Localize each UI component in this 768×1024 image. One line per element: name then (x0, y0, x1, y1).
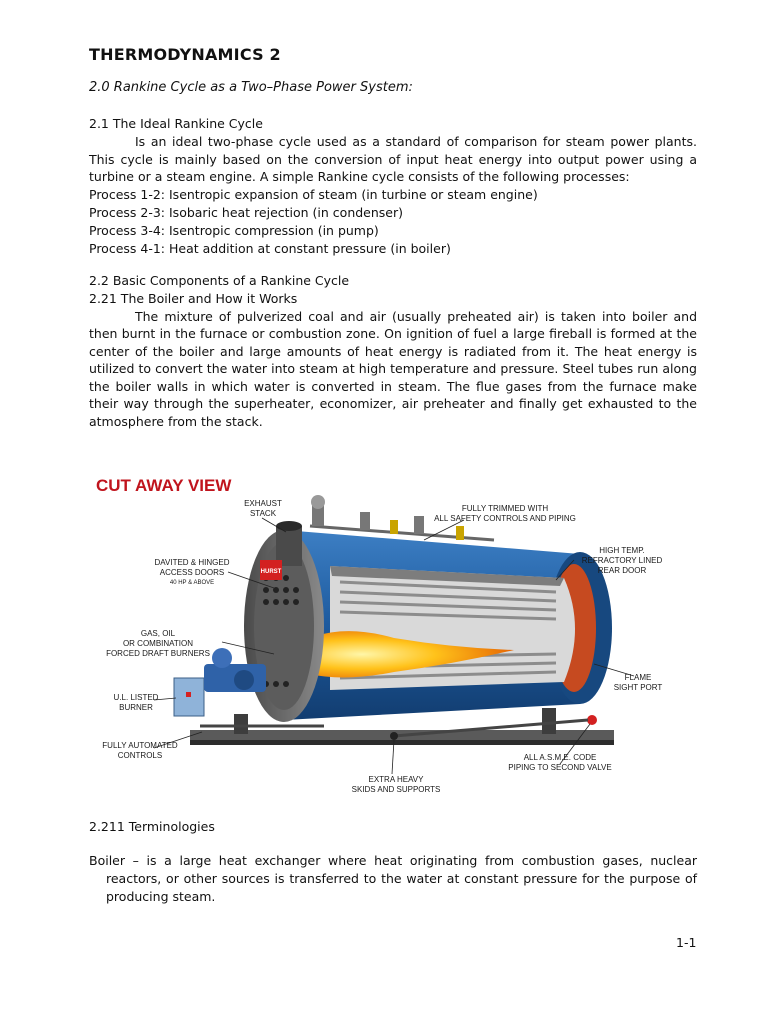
label-high-temp-2: REFRACTORY LINED (581, 556, 663, 565)
label-ul-burner-1: U.L. LISTED (113, 693, 159, 702)
label-asme-2: PIPING TO SECOND VALVE (508, 763, 612, 772)
boiler-cutaway-figure (94, 468, 670, 800)
label-davited-doors-1: DAVITED & HINGED (154, 558, 230, 567)
label-flame-port-1: FLAME (624, 673, 652, 682)
label-skids-1: EXTRA HEAVY (368, 775, 424, 784)
label-skids-2: SKIDS AND SUPPORTS (351, 785, 441, 794)
label-fully-trimmed-2: ALL SAFETY CONTROLS AND PIPING (434, 514, 576, 523)
label-exhaust-stack-1: EXHAUST (244, 499, 282, 508)
boiler-shell (284, 530, 612, 720)
label-burners-1: GAS, OIL (140, 629, 176, 638)
process-item: Process 3-4: Isentropic compression (in pump) (89, 222, 379, 238)
label-ul-burner-2: BURNER (119, 703, 153, 712)
terminologies-heading: 2.211 Terminologies (89, 819, 215, 834)
label-controls-1: FULLY AUTOMATED (102, 741, 178, 750)
label-davited-doors-2: ACCESS DOORS (159, 568, 225, 577)
label-controls-2: CONTROLS (117, 751, 163, 760)
label-flame-port-2: SIGHT PORT (613, 683, 663, 692)
section-heading: 2.0 Rankine Cycle as a Two–Phase Power System: (89, 80, 413, 95)
label-davited-doors-3: 40 HP & ABOVE (169, 580, 215, 586)
boiler-definition: Boiler – is a large heat exchanger where heat originating from combustion gases, nuclear reactors, or other sources is transferred to the water at constant pressure for the purpose of producing steam. (89, 853, 697, 904)
ideal-rankine-paragraph: Is an ideal two-phase cycle used as a standard of comparison for steam power plants. This cycle is mainly based on the conversion of input heat energy into output power using a turbine or a steam engine. A simple Rankine cycle consists of the following processes: (89, 134, 697, 184)
label-burners-2: OR COMBINATION (122, 639, 194, 648)
boiler-subheading: 2.21 The Boiler and How it Works (89, 290, 298, 306)
exhaust-stack (276, 521, 302, 566)
document-title: THERMODYNAMICS 2 (89, 45, 281, 64)
process-item: Process 2-3: Isobaric heat rejection (in condenser) (89, 204, 404, 220)
label-fully-trimmed-1: FULLY TRIMMED WITH (461, 504, 549, 513)
figure-title: CUT AWAY VIEW (96, 476, 232, 495)
process-item: Process 4-1: Heat addition at constant pressure (in boiler) (89, 240, 451, 256)
components-heading: 2.2 Basic Components of a Rankine Cycle (89, 272, 350, 288)
label-high-temp-1: HIGH TEMP. (599, 546, 645, 555)
boiler-paragraph: The mixture of pulverized coal and air (usually preheated air) is taken into boiler and then burnt in the furnace or combustion zone. On ignition of fuel a large fireball is formed at the center of the boiler and large amounts of heat energy is radiated from it. The heat energy is utilized to convert the water into steam at high temperature and pressure. Steel tubes run along the boiler walls in which water is converted in steam. The flue gases from the furnace make their way through the superheater, economizer, air preheater and finally get exhausted to the atmosphere from the stack. (89, 308, 697, 429)
ideal-rankine-heading: 2.1 The Ideal Rankine Cycle (89, 116, 263, 131)
label-asme-1: ALL A.S.M.E. CODE (523, 753, 597, 762)
label-burners-3: FORCED DRAFT BURNERS (106, 649, 210, 658)
page-number: 1-1 (676, 935, 697, 950)
brand-label: HURST (260, 569, 282, 575)
label-high-temp-3: REAR DOOR (597, 566, 647, 575)
label-exhaust-stack-2: STACK (249, 509, 277, 518)
process-item: Process 1-2: Isentropic expansion of steam (in turbine or steam engine) (89, 186, 538, 202)
document-body (89, 44, 697, 430)
